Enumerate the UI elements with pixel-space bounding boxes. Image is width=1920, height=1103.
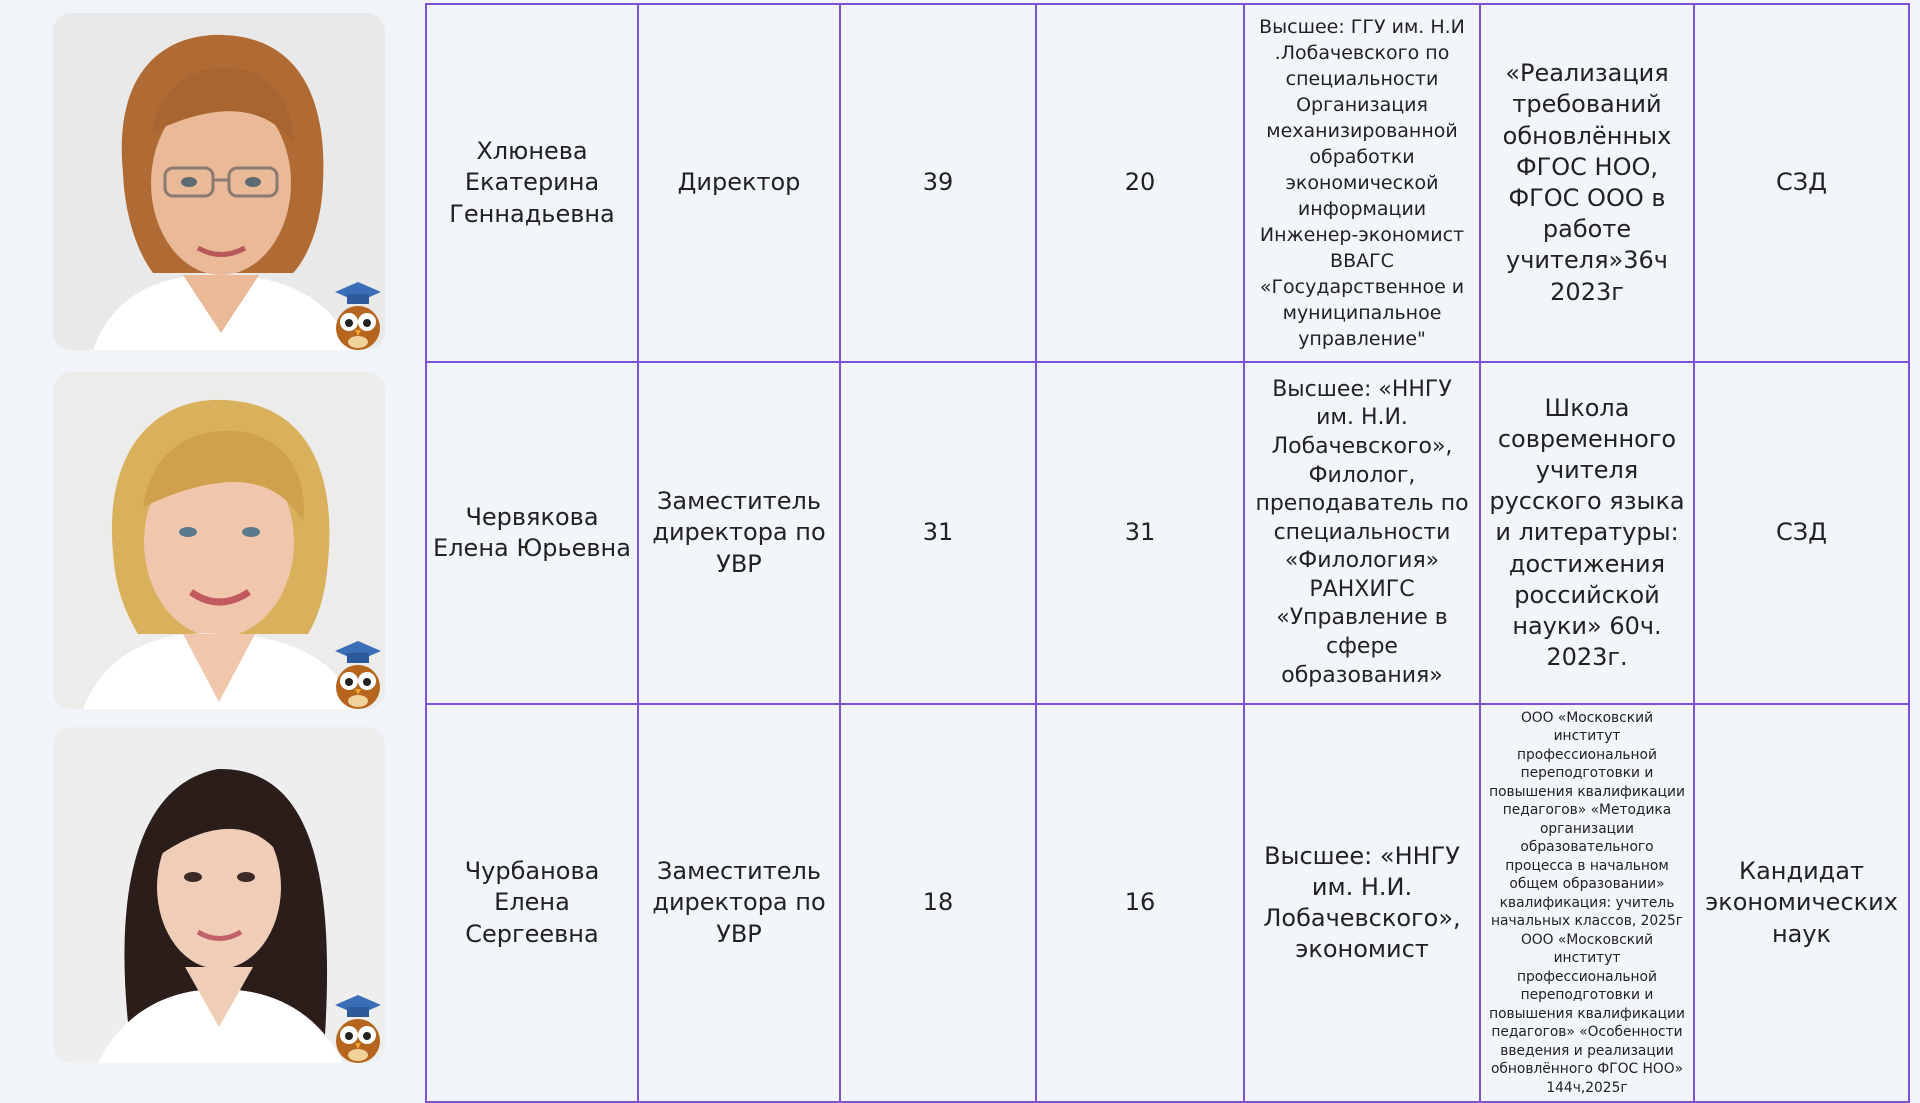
table-row xyxy=(426,704,1909,1102)
training-cell: «Реализация требований обновлённых ФГОС НОО, ФГОС ООО в работе учителя»36ч 2023г xyxy=(1480,4,1694,362)
pedagogical-experience-cell: 20 xyxy=(1036,4,1244,362)
name-cell: Червякова Елена Юрьевна xyxy=(426,362,638,704)
total-experience-cell: 39 xyxy=(840,4,1036,362)
position-cell: Директор xyxy=(638,4,840,362)
name-cell: Хлюнева Екатерина Геннадьевна xyxy=(426,4,638,362)
table-row xyxy=(426,362,1909,704)
category-cell: СЗД xyxy=(1694,362,1909,704)
table-row xyxy=(426,4,1909,362)
position-cell: Заместитель директора по УВР xyxy=(638,362,840,704)
pedagogical-experience-cell: 31 xyxy=(1036,362,1244,704)
owl-graduate-icon xyxy=(331,991,385,1063)
education-cell: Высшее: «ННГУ им. Н.И. Лобачевского», экономист xyxy=(1244,704,1480,1102)
total-experience-cell: 31 xyxy=(840,362,1036,704)
training-cell: ООО «Московский институт профессиональной переподготовки и повышения квалификации педагогов» «Методика организации образовательного процесса в начальном общем образовании» квалификация: учитель начальных классов, 2025г ООО «Московский институт профессиональной переподготовки и повышения квалификации педагогов» «Особенности введения и реализации обновлённого ФГОС НОО» 144ч,2025г xyxy=(1480,704,1694,1102)
education-cell: Высшее: «ННГУ им. Н.И. Лобачевского», Филолог, преподаватель по специальности «Филология» РАНХИГС «Управление в сфере образования» xyxy=(1244,362,1480,704)
owl-graduate-icon xyxy=(331,637,385,709)
position-cell: Заместитель директора по УВР xyxy=(638,704,840,1102)
pedagogical-experience-cell: 16 xyxy=(1036,704,1244,1102)
owl-graduate-icon xyxy=(331,278,385,350)
education-cell: Высшее: ГГУ им. Н.И .Лобачевского по специальности Организация механизированной обработки экономической информации Инженер-экономист ВВАГС «Государственное и муниципальное управление" xyxy=(1244,4,1480,362)
name-cell: Чурбанова Елена Сергеевна xyxy=(426,704,638,1102)
staff-table xyxy=(425,3,1910,1103)
total-experience-cell: 18 xyxy=(840,704,1036,1102)
training-cell: Школа современного учителя русского языка и литературы: достижения российской науки» 60ч. 2023г. xyxy=(1480,362,1694,704)
category-cell: СЗД xyxy=(1694,4,1909,362)
category-cell: Кандидат экономических наук xyxy=(1694,704,1909,1102)
